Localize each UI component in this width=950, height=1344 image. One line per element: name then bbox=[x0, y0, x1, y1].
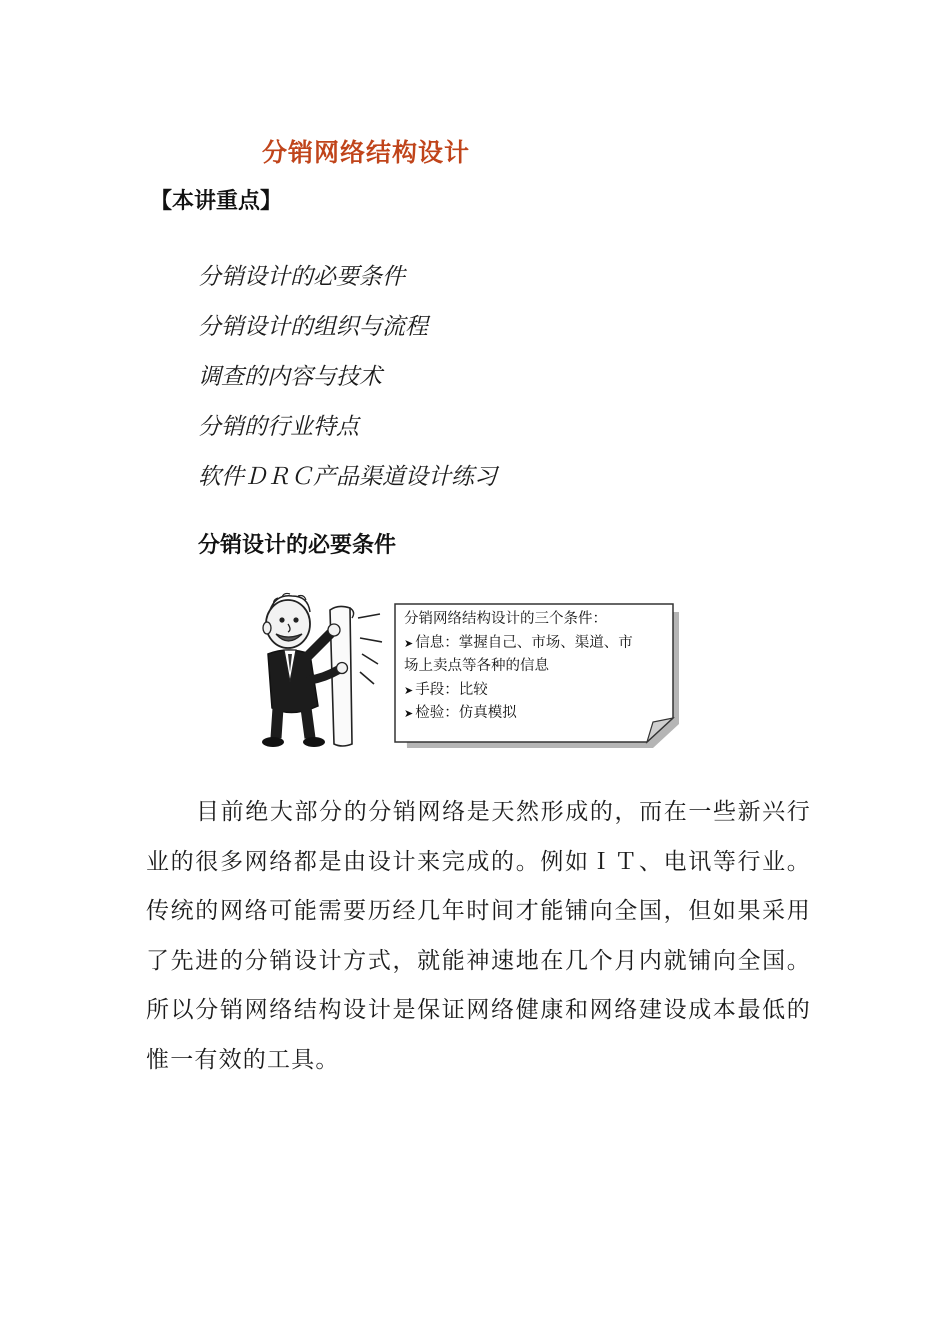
presenter-cartoon-illustration bbox=[258, 588, 393, 758]
presenter-figure bbox=[258, 588, 688, 758]
arrow-bullet-icon: ➤ bbox=[404, 683, 414, 697]
document-title: 分销网络结构设计 bbox=[262, 138, 471, 167]
arrow-bullet-icon: ➤ bbox=[404, 636, 414, 650]
key-point-item: 分销的行业特点 bbox=[198, 414, 359, 440]
key-point-item: 分销设计的必要条件 bbox=[198, 264, 405, 290]
note-title: 分销网络结构设计的三个条件： bbox=[404, 611, 607, 627]
note-bullet-method: ➤ 手段：比较 bbox=[404, 681, 488, 698]
note-bullet-verification: ➤ 检验：仿真模拟 bbox=[404, 705, 517, 721]
key-points-heading: 【本讲重点】 bbox=[150, 189, 283, 214]
key-point-item: 分销设计的组织与流程 bbox=[198, 314, 428, 340]
key-points-list bbox=[198, 252, 497, 502]
note-text bbox=[404, 608, 674, 726]
note-bullet-info: ➤ 信息：掌握自己、市场、渠道、市 bbox=[404, 634, 633, 651]
note-bullet-info-continued: 场上卖点等各种的信息 bbox=[404, 658, 549, 674]
section-heading: 分销设计的必要条件 bbox=[198, 533, 397, 558]
arrow-bullet-icon: ➤ bbox=[404, 707, 414, 720]
key-point-item: 调查的内容与技术 bbox=[198, 364, 382, 390]
body-paragraph: 目前绝大部分的分销网络是天然形成的，而在一些新兴行业的很多网络都是由设计来完成的。例如ＩＴ、电讯等行业。传统的网络可能需要历经几年时间才能铺向全国，但如果采用了先进的分销设计方式，就能神速地在几个月内就铺向全国。所以分销网络结构设计是保证网络健康和网络建设成本最低的惟一有效的工具。 bbox=[146, 799, 811, 1073]
key-point-item: 软件ＤＲＣ产品渠道设计练习 bbox=[198, 464, 497, 490]
